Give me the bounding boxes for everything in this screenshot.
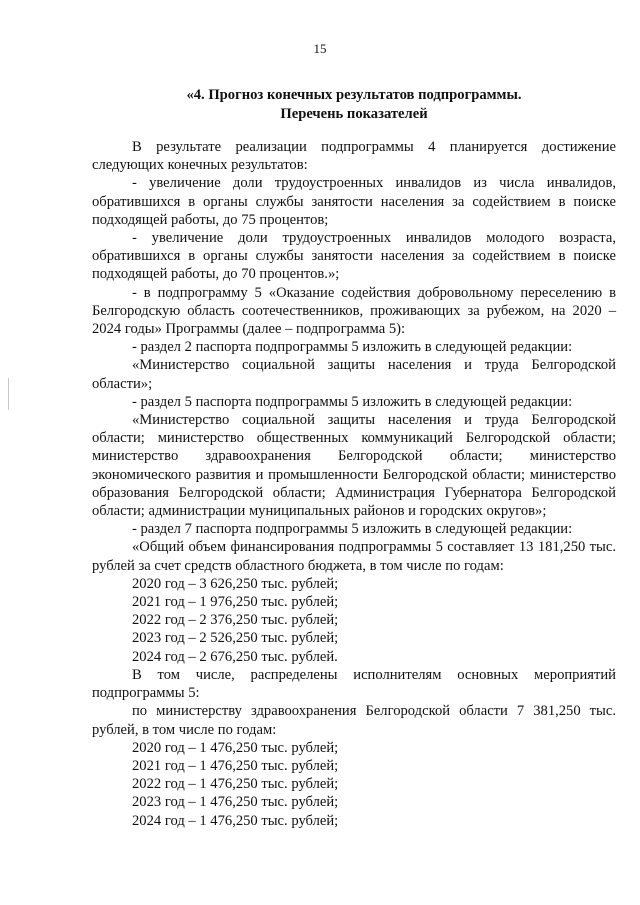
funding-year-line: 2023 год – 2 526,250 тыс. рублей; bbox=[132, 630, 339, 647]
paragraph: «Министерство социальной защиты населения и труда Белгородской области»; bbox=[92, 357, 616, 392]
document-body bbox=[92, 138, 616, 830]
paragraph: - увеличение доли трудоустроенных инвалидов из числа инвалидов, обратившихся в органы службы занятости населения за содействием в поиске подходящей работы, до 75 процентов; bbox=[92, 175, 616, 228]
paragraph: - раздел 7 паспорта подпрограммы 5 изложить в следующей редакции: bbox=[132, 521, 573, 538]
paragraph: - в подпрограмму 5 «Оказание содействия добровольному переселению в Белгородскую область соотечественников, проживающих за рубежом, на 2020 – 2024 годы» Программы (далее – подпрограмма 5): bbox=[92, 284, 616, 338]
scan-edge-mark bbox=[8, 378, 9, 410]
heading-line-2: Перечень показателей bbox=[280, 106, 428, 122]
funding-year-line: 2021 год – 1 976,250 тыс. рублей; bbox=[132, 594, 339, 611]
funding-year-line: 2023 год – 1 476,250 тыс. рублей; bbox=[132, 794, 339, 811]
funding-year-line: 2022 год – 1 476,250 тыс. рублей; bbox=[132, 776, 339, 793]
funding-year-line: 2020 год – 1 476,250 тыс. рублей; bbox=[132, 739, 339, 756]
funding-year-line: 2022 год – 2 376,250 тыс. рублей; bbox=[132, 612, 339, 629]
paragraph: «Министерство социальной защиты населения и труда Белгородской области; министерство общественных коммуникаций Белгородской области; министерство здравоохранения Белгородской области; министерство экономического развития и промышленности Белгородской области; министерство образования Белгородской области; Администрация Губернатора Белгородской области; администрации муниципальных районов и городских округов»; bbox=[92, 412, 616, 520]
paragraph: «Общий объем финансирования подпрограммы 5 составляет 13 181,250 тыс. рублей за счет средств областного бюджета, в том числе по годам: bbox=[92, 539, 616, 574]
section-heading bbox=[92, 86, 616, 124]
heading-line-1: «4. Прогноз конечных результатов подпрограммы. bbox=[186, 87, 522, 103]
paragraph: - увеличение доли трудоустроенных инвалидов молодого возраста, обратившихся в органы службы занятости населения за содействием в поиске подходящей работы, до 70 процентов.»; bbox=[92, 230, 616, 283]
funding-year-line: 2021 год – 1 476,250 тыс. рублей; bbox=[132, 757, 339, 774]
page-number: 15 bbox=[313, 41, 327, 56]
funding-year-line: 2024 год – 2 676,250 тыс. рублей. bbox=[132, 648, 338, 665]
paragraph: В результате реализации подпрограммы 4 планируется достижение следующих конечных результатов: bbox=[92, 139, 616, 174]
paragraph: по министерству здравоохранения Белгородской области 7 381,250 тыс. рублей, в том числе по годам: bbox=[92, 703, 616, 738]
funding-year-line: 2024 год – 1 476,250 тыс. рублей; bbox=[132, 812, 339, 829]
paragraph: - раздел 5 паспорта подпрограммы 5 изложить в следующей редакции: bbox=[132, 393, 573, 410]
funding-year-line: 2020 год – 3 626,250 тыс. рублей; bbox=[132, 575, 339, 592]
paragraph: - раздел 2 паспорта подпрограммы 5 изложить в следующей редакции: bbox=[132, 339, 573, 356]
paragraph: В том числе, распределены исполнителям основных мероприятий подпрограммы 5: bbox=[92, 666, 616, 702]
